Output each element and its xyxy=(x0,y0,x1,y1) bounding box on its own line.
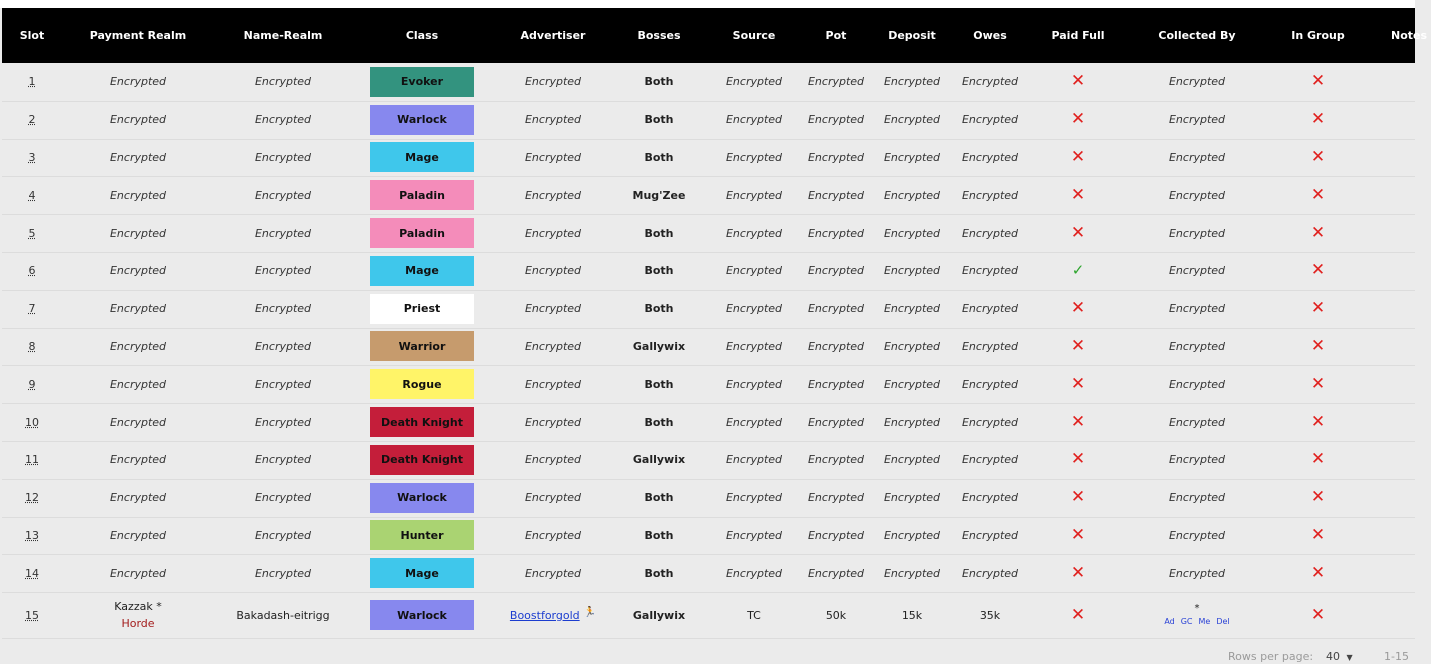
faction-label: Horde xyxy=(121,617,155,631)
class-badge: Rogue xyxy=(370,369,474,399)
owes: Encrypted xyxy=(961,453,1019,467)
owes: Encrypted xyxy=(961,264,1019,278)
slot-number[interactable]: 12 xyxy=(25,491,39,505)
collected-by: Encrypted xyxy=(1168,302,1226,316)
slot-number[interactable]: 11 xyxy=(25,453,39,467)
owes: Encrypted xyxy=(961,339,1019,353)
name-realm: Encrypted xyxy=(254,75,312,89)
owes: Encrypted xyxy=(961,302,1019,316)
table-row xyxy=(2,139,1415,178)
owes: Encrypted xyxy=(961,491,1019,505)
payment-realm: Encrypted xyxy=(109,150,167,164)
collected-by: Encrypted xyxy=(1168,226,1226,240)
source: Encrypted xyxy=(725,150,783,164)
deposit: Encrypted xyxy=(883,113,941,127)
table-row xyxy=(2,290,1415,329)
table-row xyxy=(2,101,1415,140)
advertiser: Encrypted xyxy=(524,188,582,202)
x-mark-icon[interactable]: ✕ xyxy=(1070,335,1086,356)
bosses: Both xyxy=(644,528,674,542)
advertiser: Encrypted xyxy=(524,150,582,164)
collected-by: Encrypted xyxy=(1168,150,1226,164)
name-realm: Encrypted xyxy=(254,302,312,316)
pot: Encrypted xyxy=(807,188,865,202)
collect-action-del[interactable]: Del xyxy=(1216,617,1230,627)
pot: Encrypted xyxy=(807,113,865,127)
source: Encrypted xyxy=(725,302,783,316)
chevron-down-icon: ▼ xyxy=(1346,653,1353,662)
slot-number[interactable]: 5 xyxy=(28,226,36,240)
payment-realm: Encrypted xyxy=(109,75,167,89)
x-mark-icon[interactable]: ✕ xyxy=(1070,524,1086,545)
x-mark-icon[interactable]: ✕ xyxy=(1070,411,1086,432)
source: Encrypted xyxy=(725,377,783,391)
source: Encrypted xyxy=(725,453,783,467)
class-badge: Warlock xyxy=(370,483,474,513)
class-badge: Paladin xyxy=(370,218,474,248)
name-realm: Encrypted xyxy=(254,415,312,429)
slot-number[interactable]: 3 xyxy=(28,150,36,164)
x-mark-icon[interactable]: ✕ xyxy=(1310,298,1326,319)
table-row xyxy=(2,328,1415,367)
table-row xyxy=(2,517,1415,556)
collect-actions xyxy=(1161,615,1232,628)
table-row xyxy=(2,441,1415,480)
owes: Encrypted xyxy=(961,566,1019,580)
bosses: Both xyxy=(644,226,674,240)
rows-per-page-select[interactable] xyxy=(1326,650,1353,663)
pot: Encrypted xyxy=(807,339,865,353)
collected-by: Encrypted xyxy=(1168,339,1226,353)
name-realm: Encrypted xyxy=(254,528,312,542)
class-badge: Death Knight xyxy=(370,445,474,475)
collected-by: Encrypted xyxy=(1168,188,1226,202)
deposit: Encrypted xyxy=(883,453,941,467)
class-badge: Death Knight xyxy=(370,407,474,437)
x-mark-icon[interactable]: ✕ xyxy=(1310,487,1326,508)
pot: Encrypted xyxy=(807,566,865,580)
x-mark-icon[interactable]: ✕ xyxy=(1310,562,1326,583)
pagination-range: 1-15 xyxy=(1384,650,1409,663)
table-row xyxy=(2,63,1415,102)
payment-realm: Encrypted xyxy=(109,491,167,505)
bosses: Both xyxy=(644,150,674,164)
collected-by: Encrypted xyxy=(1168,566,1226,580)
source: Encrypted xyxy=(725,226,783,240)
collect-action-gc[interactable]: GC xyxy=(1180,617,1193,627)
collected-by: Encrypted xyxy=(1168,491,1226,505)
header-pot[interactable]: Pot xyxy=(825,29,847,42)
pot: Encrypted xyxy=(807,491,865,505)
table-row xyxy=(2,554,1415,593)
advertiser: Encrypted xyxy=(524,566,582,580)
x-mark-icon[interactable]: ✕ xyxy=(1310,604,1326,625)
name-realm: Encrypted xyxy=(254,339,312,353)
payment-realm: Encrypted xyxy=(109,377,167,391)
payment-realm[interactable]: Kazzak * xyxy=(114,600,162,614)
x-mark-icon[interactable]: ✕ xyxy=(1310,449,1326,470)
deposit: Encrypted xyxy=(883,264,941,278)
collected-by: Encrypted xyxy=(1168,453,1226,467)
x-mark-icon[interactable]: ✕ xyxy=(1070,298,1086,319)
bosses: Gallywix xyxy=(632,339,686,353)
x-mark-icon[interactable]: ✕ xyxy=(1310,260,1326,281)
payment-realm: Encrypted xyxy=(109,113,167,127)
table-row xyxy=(2,479,1415,518)
deposit: Encrypted xyxy=(883,339,941,353)
advertiser: Encrypted xyxy=(524,377,582,391)
bosses: Gallywix xyxy=(632,608,686,622)
slot-number[interactable]: 1 xyxy=(28,75,36,89)
rows-per-page-label: Rows per page: xyxy=(1228,650,1314,663)
class-badge: Paladin xyxy=(370,180,474,210)
bosses: Both xyxy=(644,566,674,580)
advertiser: Encrypted xyxy=(524,453,582,467)
x-mark-icon[interactable]: ✕ xyxy=(1070,222,1086,243)
name-realm: Encrypted xyxy=(254,113,312,127)
bosses: Mug'Zee xyxy=(632,188,686,202)
pot: Encrypted xyxy=(807,302,865,316)
bosses: Both xyxy=(644,75,674,89)
payment-realm: Encrypted xyxy=(109,415,167,429)
deposit: Encrypted xyxy=(883,415,941,429)
pot: Encrypted xyxy=(807,264,865,278)
name-realm: Encrypted xyxy=(254,150,312,164)
owes: Encrypted xyxy=(961,113,1019,127)
x-mark-icon[interactable]: ✕ xyxy=(1070,562,1086,583)
owes: Encrypted xyxy=(961,188,1019,202)
table-row xyxy=(2,403,1415,442)
rows-per-page-value: 40 xyxy=(1326,650,1340,663)
header-slot[interactable]: Slot xyxy=(19,29,45,42)
header-owes[interactable]: Owes xyxy=(973,29,1007,42)
x-mark-icon[interactable]: ✕ xyxy=(1310,109,1326,130)
class-badge: Hunter xyxy=(370,520,474,550)
table-header xyxy=(2,8,1428,63)
table-row xyxy=(2,214,1415,253)
advertiser: Encrypted xyxy=(524,75,582,89)
person-run-icon[interactable]: 🏃 xyxy=(583,606,597,618)
pot: Encrypted xyxy=(807,226,865,240)
advertiser: Encrypted xyxy=(524,491,582,505)
header-paid-full[interactable]: Paid Full xyxy=(1051,29,1105,42)
deposit: Encrypted xyxy=(883,75,941,89)
owes: Encrypted xyxy=(961,528,1019,542)
advertiser-link[interactable]: Boostforgold xyxy=(509,608,580,622)
source: Encrypted xyxy=(725,264,783,278)
source: Encrypted xyxy=(725,188,783,202)
slot-number[interactable]: 7 xyxy=(28,302,36,316)
class-badge: Warrior xyxy=(370,331,474,361)
pot: Encrypted xyxy=(807,528,865,542)
bosses: Both xyxy=(644,377,674,391)
header-class[interactable]: Class xyxy=(405,29,439,42)
class-badge: Warlock xyxy=(370,600,474,630)
collected-by: Encrypted xyxy=(1168,75,1226,89)
collect-action-ad[interactable]: Ad xyxy=(1164,617,1175,627)
source: Encrypted xyxy=(725,75,783,89)
table-row xyxy=(2,365,1415,404)
x-mark-icon[interactable]: ✕ xyxy=(1070,146,1086,167)
payment-realm: Encrypted xyxy=(109,566,167,580)
advertiser: Encrypted xyxy=(524,302,582,316)
bosses: Both xyxy=(644,302,674,316)
deposit: 15k xyxy=(901,608,923,622)
owes: Encrypted xyxy=(961,226,1019,240)
deposit: Encrypted xyxy=(883,377,941,391)
deposit: Encrypted xyxy=(883,226,941,240)
x-mark-icon[interactable]: ✕ xyxy=(1310,335,1326,356)
collected-by: Encrypted xyxy=(1168,264,1226,278)
class-badge: Mage xyxy=(370,256,474,286)
name-realm: Encrypted xyxy=(254,226,312,240)
collected-by: Encrypted xyxy=(1168,528,1226,542)
slot-number[interactable]: 6 xyxy=(28,264,36,278)
class-badge: Priest xyxy=(370,294,474,324)
header-notes[interactable]: Notes xyxy=(1391,29,1428,42)
payment-realm: Encrypted xyxy=(109,188,167,202)
pot: Encrypted xyxy=(807,377,865,391)
owes: Encrypted xyxy=(961,75,1019,89)
name-realm: Encrypted xyxy=(254,377,312,391)
advertiser: Encrypted xyxy=(524,339,582,353)
class-badge: Evoker xyxy=(370,67,474,97)
payment-realm: Encrypted xyxy=(109,264,167,278)
top-strip xyxy=(0,0,1415,8)
slot-number[interactable]: 9 xyxy=(28,377,36,391)
x-mark-icon[interactable]: ✕ xyxy=(1070,109,1086,130)
advertiser: Encrypted xyxy=(524,415,582,429)
header-source[interactable]: Source xyxy=(732,29,776,42)
deposit: Encrypted xyxy=(883,491,941,505)
slot-number[interactable]: 4 xyxy=(28,188,36,202)
table-row xyxy=(2,252,1415,291)
payment-realm: Encrypted xyxy=(109,453,167,467)
pot: Encrypted xyxy=(807,415,865,429)
pot: Encrypted xyxy=(807,453,865,467)
slot-number[interactable]: 14 xyxy=(25,566,39,580)
pot: Encrypted xyxy=(807,75,865,89)
owes: 35k xyxy=(979,608,1001,622)
x-mark-icon[interactable]: ✕ xyxy=(1070,487,1086,508)
bosses: Gallywix xyxy=(632,453,686,467)
pot: 50k xyxy=(825,608,847,622)
x-mark-icon[interactable]: ✕ xyxy=(1070,604,1086,625)
header-advertiser[interactable]: Advertiser xyxy=(520,29,586,42)
owes: Encrypted xyxy=(961,377,1019,391)
advertiser: Encrypted xyxy=(524,264,582,278)
bosses: Both xyxy=(644,491,674,505)
collect-action-me[interactable]: Me xyxy=(1198,617,1211,627)
pot: Encrypted xyxy=(807,150,865,164)
bosses: Both xyxy=(644,264,674,278)
payment-realm: Encrypted xyxy=(109,302,167,316)
name-realm: Encrypted xyxy=(254,188,312,202)
x-mark-icon[interactable]: ✕ xyxy=(1310,524,1326,545)
slot-number[interactable]: 13 xyxy=(25,528,39,542)
source: Encrypted xyxy=(725,566,783,580)
collected-by: * xyxy=(1194,603,1200,615)
slot-number[interactable]: 15 xyxy=(25,608,39,622)
slot-number[interactable]: 8 xyxy=(28,339,36,353)
advertiser: Encrypted xyxy=(524,113,582,127)
deposit: Encrypted xyxy=(883,566,941,580)
slot-number[interactable]: 2 xyxy=(28,113,36,127)
name-realm: Encrypted xyxy=(254,566,312,580)
source: Encrypted xyxy=(725,491,783,505)
x-mark-icon[interactable]: ✕ xyxy=(1070,71,1086,92)
x-mark-icon[interactable]: ✕ xyxy=(1310,146,1326,167)
x-mark-icon[interactable]: ✕ xyxy=(1070,184,1086,205)
deposit: Encrypted xyxy=(883,302,941,316)
owes: Encrypted xyxy=(961,150,1019,164)
payment-realm: Encrypted xyxy=(109,339,167,353)
collected-by: Encrypted xyxy=(1168,113,1226,127)
slot-number[interactable]: 10 xyxy=(25,415,39,429)
collected-by: Encrypted xyxy=(1168,377,1226,391)
source: TC xyxy=(747,608,761,622)
class-badge: Mage xyxy=(370,558,474,588)
x-mark-icon[interactable]: ✕ xyxy=(1310,184,1326,205)
header-payment-realm[interactable]: Payment Realm xyxy=(89,29,187,42)
bosses: Both xyxy=(644,113,674,127)
advertiser: Encrypted xyxy=(524,528,582,542)
x-mark-icon[interactable]: ✕ xyxy=(1310,222,1326,243)
table-row xyxy=(2,176,1415,215)
x-mark-icon[interactable]: ✕ xyxy=(1310,373,1326,394)
table-row xyxy=(2,592,1415,639)
name-realm: Bakadash-eitrigg xyxy=(236,608,330,622)
source: Encrypted xyxy=(725,339,783,353)
source: Encrypted xyxy=(725,415,783,429)
header-collected-by[interactable]: Collected By xyxy=(1158,29,1236,42)
bosses: Both xyxy=(644,415,674,429)
deposit: Encrypted xyxy=(883,150,941,164)
payment-realm: Encrypted xyxy=(109,528,167,542)
class-badge: Warlock xyxy=(370,105,474,135)
collected-by: Encrypted xyxy=(1168,415,1226,429)
name-realm: Encrypted xyxy=(254,453,312,467)
x-mark-icon[interactable]: ✕ xyxy=(1070,449,1086,470)
header-bosses[interactable]: Bosses xyxy=(637,29,681,42)
header-in-group[interactable]: In Group xyxy=(1291,29,1345,42)
header-name-realm[interactable]: Name-Realm xyxy=(243,29,323,42)
source: Encrypted xyxy=(725,113,783,127)
name-realm: Encrypted xyxy=(254,264,312,278)
header-deposit[interactable]: Deposit xyxy=(888,29,936,42)
name-realm: Encrypted xyxy=(254,491,312,505)
check-icon[interactable]: ✓ xyxy=(1071,261,1085,280)
deposit: Encrypted xyxy=(883,188,941,202)
source: Encrypted xyxy=(725,528,783,542)
advertiser: Encrypted xyxy=(524,226,582,240)
x-mark-icon[interactable]: ✕ xyxy=(1310,411,1326,432)
payment-realm: Encrypted xyxy=(109,226,167,240)
owes: Encrypted xyxy=(961,415,1019,429)
class-badge: Mage xyxy=(370,142,474,172)
x-mark-icon[interactable]: ✕ xyxy=(1070,373,1086,394)
deposit: Encrypted xyxy=(883,528,941,542)
x-mark-icon[interactable]: ✕ xyxy=(1310,71,1326,92)
